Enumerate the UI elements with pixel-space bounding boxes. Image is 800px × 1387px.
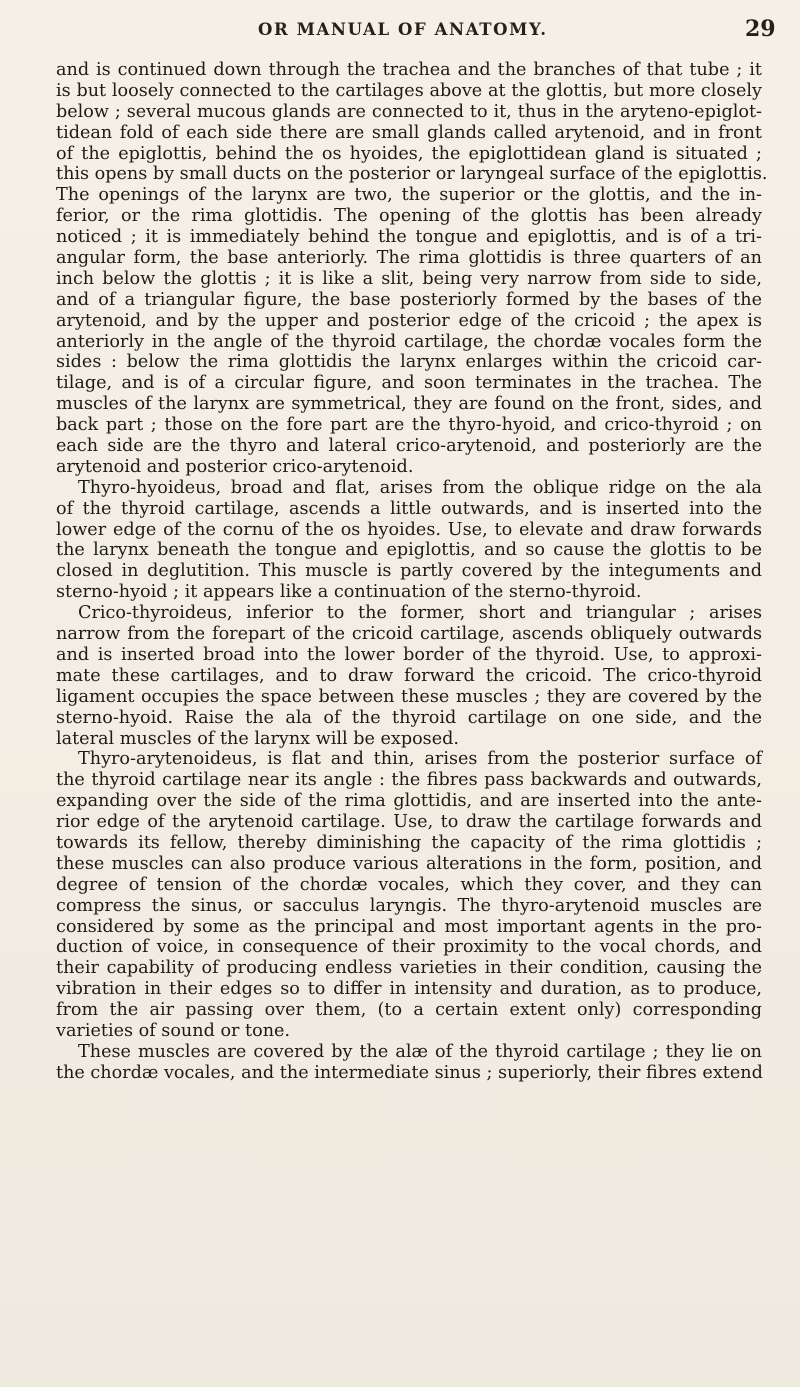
text-line: sterno-hyoid ; it appears like a continuation of the sterno-thyroid. [56,582,642,603]
text-line: lateral muscles of the larynx will be exposed. [56,728,459,749]
text-line: sides : below the rima glottidis the larynx enlarges within the cricoid car- [56,352,762,373]
text-line: vibration in their edges so to differ in intensity and duration, as to produce, [56,979,762,1000]
text-line: tidean fold of each side there are small glands called arytenoid, and in front [56,122,762,143]
text-line: sterno-hyoid. Raise the ala of the thyroid cartilage on one side, and the [56,707,762,728]
text-line: arytenoid, and by the upper and posterior edge of the cricoid ; the apex is [56,310,762,331]
text-line: The openings of the larynx are two, the superior or the glottis, and the in- [56,185,762,206]
text-line: angular form, the base anteriorly. The rima glottidis is three quarters of an [56,248,762,269]
running-title: OR MANUAL OF ANATOMY. [258,20,548,39]
paragraph-start-thyro-arytenoideus: Thyro-arytenoideus, is flat and thin, arises from the posterior surface of [78,749,762,770]
text-line: anteriorly in the angle of the thyroid cartilage, the chordæ vocales form the [56,331,762,352]
text-line: duction of voice, in consequence of their proximity to the vocal chords, and [56,937,762,958]
paragraph-start-crico-thyroideus: Crico-thyroideus, inferior to the former, short and triangular ; arises [78,603,762,624]
text-line: mate these cartilages, and to draw forward the cricoid. The crico-thyroid [56,665,762,686]
paragraph-start-thyro-hyoideus: Thyro-hyoideus, broad and flat, arises from the oblique ridge on the ala [78,477,762,498]
text-line: back part ; those on the fore part are the thyro-hyoid, and crico-thyroid ; on [56,415,762,436]
text-line: ferior, or the rima glottidis. The opening of the glottis has been already [56,206,762,227]
body-text [56,60,768,1084]
text-line: from the air passing over them, (to a certain extent only) corresponding [56,1000,762,1021]
text-line: considered by some as the principal and most important agents in the pro- [56,916,762,937]
text-line: tilage, and is of a circular figure, and soon terminates in the trachea. The [56,373,762,394]
text-line: muscles of the larynx are symmetrical, they are found on the front, sides, and [56,394,762,415]
text-line: noticed ; it is immediately behind the tongue and epiglottis, and is of a tri- [56,227,762,248]
text-line: closed in deglutition. This muscle is partly covered by the integuments and [56,561,762,582]
text-line: expanding over the side of the rima glottidis, and are inserted into the ante- [56,791,762,812]
text-line: the chordæ vocales, and the intermediate sinus ; superiorly, their fibres extend [56,1062,763,1083]
paragraph-start-muscles-covered: These muscles are covered by the alæ of the thyroid cartilage ; they lie on [78,1041,762,1062]
text-line: the thyroid cartilage near its angle : the fibres pass backwards and outwards, [56,770,762,791]
text-line: towards its fellow, thereby diminishing the capacity of the rima glottidis ; [56,832,762,853]
text-line: of the thyroid cartilage, ascends a little outwards, and is inserted into the [56,498,762,519]
text-line: is but loosely connected to the cartilages above at the glottis, but more closely [56,80,762,101]
text-line: the larynx beneath the tongue and epiglottis, and so cause the glottis to be [56,540,762,561]
text-line: this opens by small ducts on the posterior or laryngeal surface of the epiglottis. [56,164,768,185]
text-line: lower edge of the cornu of the os hyoides. Use, to elevate and draw forwards [56,519,762,540]
text-line: inch below the glottis ; it is like a slit, being very narrow from side to side, [56,268,762,289]
text-line: and is continued down through the trachea and the branches of that tube ; it [56,60,762,80]
text-line: below ; several mucous glands are connected to it, thus in the aryteno-epiglot- [56,101,762,122]
text-line: each side are the thyro and lateral crico-arytenoid, and posteriorly are the [56,436,762,457]
text-line: their capability of producing endless varieties in their condition, causing the [56,958,762,979]
text-line: rior edge of the arytenoid cartilage. Use, to draw the cartilage forwards and [56,812,762,833]
text-line: narrow from the forepart of the cricoid cartilage, ascends obliquely outwards [56,624,762,645]
text-line: compress the sinus, or sacculus laryngis. The thyro-arytenoid muscles are [56,895,762,916]
text-line: varieties of sound or tone. [56,1020,291,1041]
text-line: arytenoid and posterior crico-arytenoid. [56,456,414,477]
running-head [0,14,800,44]
text-line: and is inserted broad into the lower border of the thyroid. Use, to approxi- [56,644,762,665]
text-line: these muscles can also produce various alterations in the form, position, and [56,853,762,874]
page-number: 29 [745,16,776,42]
text-line: of the epiglottis, behind the os hyoides, the epiglottidean gland is situated ; [56,143,762,164]
text-line: and of a triangular figure, the base posteriorly formed by the bases of the [56,289,762,310]
text-line: degree of tension of the chordæ vocales, which they cover, and they can [56,874,762,895]
text-line: ligament occupies the space between these muscles ; they are covered by the [56,686,762,707]
